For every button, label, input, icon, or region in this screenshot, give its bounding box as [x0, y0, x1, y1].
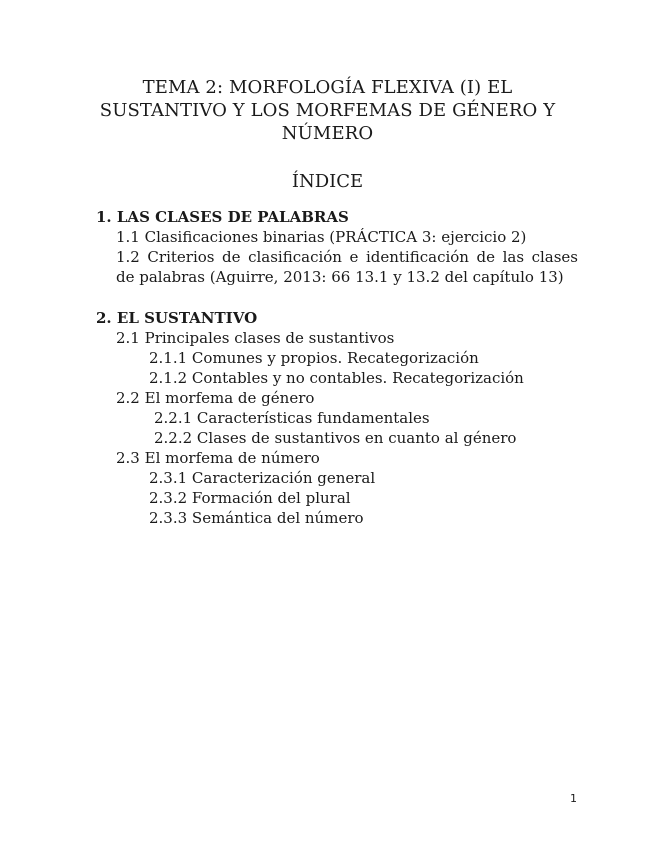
toc-item-2-2-1: 2.2.1 Características fundamentales	[154, 409, 430, 427]
toc-item-2-2-2: 2.2.2 Clases de sustantivos en cuanto al género	[154, 429, 517, 447]
toc-item-2-2: 2.2 El morfema de género	[116, 389, 315, 407]
page-number: 1	[570, 792, 577, 805]
section-heading-1: 1. LAS CLASES DE PALABRAS	[96, 208, 349, 226]
index-heading: ÍNDICE	[291, 171, 364, 192]
toc-item-1-1: 1.1 Clasificaciones binarias (PRÁCTICA 3: ejercicio 2)	[116, 228, 527, 246]
toc-item-2-3-3: 2.3.3 Semántica del número	[149, 509, 364, 527]
toc-item-2-3-1: 2.3.1 Caracterización general	[149, 469, 376, 487]
toc-item-2-1-1: 2.1.1 Comunes y propios. Recategorización	[149, 349, 479, 367]
toc-item-2-1: 2.1 Principales clases de sustantivos	[116, 329, 395, 347]
title-line-3: NÚMERO	[281, 123, 374, 144]
document-title	[80, 76, 575, 145]
section-heading-2: 2. EL SUSTANTIVO	[96, 309, 258, 327]
title-line-2: SUSTANTIVO Y LOS MORFEMAS DE GÉNERO Y	[99, 100, 556, 121]
title-line-1: TEMA 2: MORFOLOGÍA FLEXIVA (I) EL	[142, 77, 513, 98]
toc-item-2-3-2: 2.3.2 Formación del plural	[149, 489, 351, 507]
toc-item-2-1-2: 2.1.2 Contables y no contables. Recategorización	[149, 369, 524, 387]
toc-item-2-3: 2.3 El morfema de número	[116, 449, 320, 467]
toc-item-1-2: 1.2 Criterios de clasificación e identificación de las clases de palabras (Aguirre, 2013: 66 13.1 y 13.2 del capítulo 13)	[116, 248, 578, 286]
